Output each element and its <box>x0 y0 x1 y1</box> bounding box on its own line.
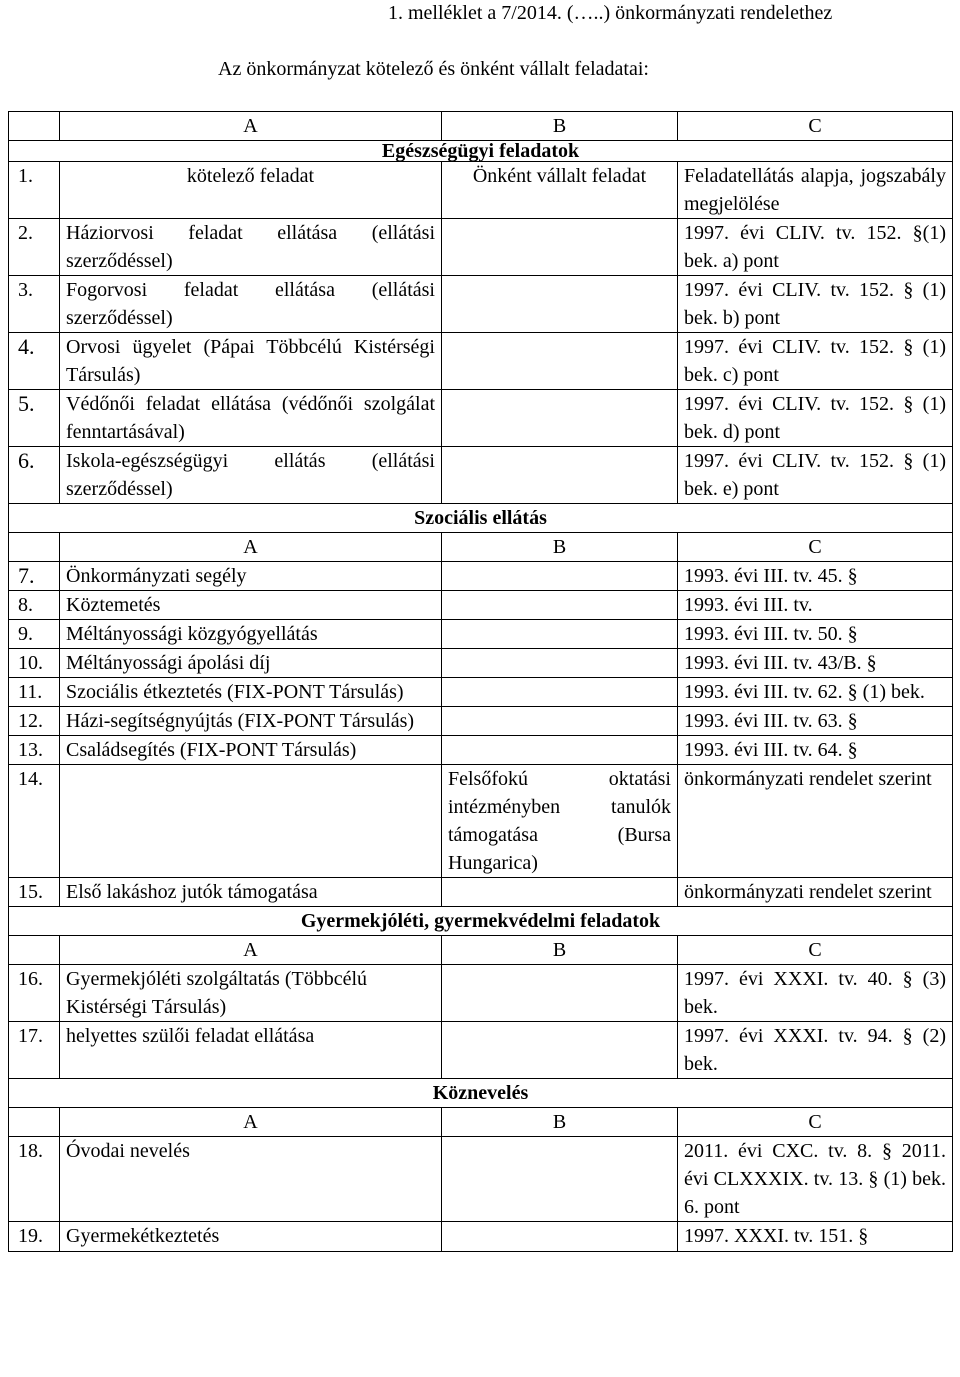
section-row <box>9 141 953 162</box>
row-number: 7. <box>9 562 60 591</box>
table-row <box>9 276 953 333</box>
cell-a: Háziorvosi feladat ellátása (ellátási szerződéssel) <box>60 219 442 276</box>
table-row <box>9 765 953 878</box>
column-header-a: A <box>60 936 442 965</box>
cell-b <box>442 591 678 620</box>
cell-c: 1993. évi III. tv. <box>678 591 953 620</box>
table-row <box>9 162 953 219</box>
cell-c: 1993. évi III. tv. 64. § <box>678 736 953 765</box>
row-number: 8. <box>9 591 60 620</box>
cell-b <box>442 620 678 649</box>
cell-c: 1997. évi CLIV. tv. 152. § (1) bek. e) pont <box>678 447 953 504</box>
table-row <box>9 447 953 504</box>
section-row <box>9 504 953 533</box>
cell-b <box>442 878 678 907</box>
cell-c: 1997. évi XXXI. tv. 94. § (2) bek. <box>678 1022 953 1079</box>
section-row <box>9 1079 953 1108</box>
cell-a: Méltányossági ápolási díj <box>60 649 442 678</box>
column-header-b: B <box>442 112 678 141</box>
table-caption: Az önkormányzat kötelező és önként vállalt feladatai: <box>218 58 649 80</box>
cell-c: 1997. évi CLIV. tv. 152. § (1) bek. b) pont <box>678 276 953 333</box>
cell-c: 1997. évi XXXI. tv. 40. § (3) bek. <box>678 965 953 1022</box>
row-number: 14. <box>9 765 60 878</box>
cell-c: 1997. XXXI. tv. 151. § <box>678 1222 953 1252</box>
section-row <box>9 907 953 936</box>
section-title-health: Egészségügyi feladatok <box>9 141 953 162</box>
tasks-table <box>8 111 953 1252</box>
row-number: 1. <box>9 162 60 219</box>
row-number: 10. <box>9 649 60 678</box>
cell-b: Önként vállalt feladat <box>442 162 678 219</box>
cell-b: Felsőfokú oktatási intézményben tanulók támogatása (Bursa Hungarica) <box>442 765 678 878</box>
column-header-c: C <box>678 533 953 562</box>
row-number: 4. <box>9 333 60 390</box>
cell-b <box>442 965 678 1022</box>
cell-b <box>442 678 678 707</box>
column-header-b: B <box>442 936 678 965</box>
annex-title: 1. melléklet a 7/2014. (…..) önkormányzati rendelethez <box>388 2 833 24</box>
cell-a: Fogorvosi feladat ellátása (ellátási szerződéssel) <box>60 276 442 333</box>
table-row <box>9 965 953 1022</box>
column-header-c: C <box>678 112 953 141</box>
table-row <box>9 649 953 678</box>
cell-c: Feladatellátás alapja, jogszabály megjelölése <box>678 162 953 219</box>
cell-b <box>442 276 678 333</box>
column-header-a: A <box>60 1108 442 1137</box>
cell-c: 1997. évi CLIV. tv. 152. § (1) bek. c) pont <box>678 333 953 390</box>
row-number: 6. <box>9 447 60 504</box>
cell-b <box>442 649 678 678</box>
empty-cell <box>9 112 60 141</box>
cell-b <box>442 707 678 736</box>
column-header-row <box>9 936 953 965</box>
cell-a: Orvosi ügyelet (Pápai Többcélú Kistérségi Társulás) <box>60 333 442 390</box>
row-number: 5. <box>9 390 60 447</box>
cell-c: 1993. évi III. tv. 62. § (1) bek. <box>678 678 953 707</box>
section-title-education: Köznevelés <box>9 1079 953 1108</box>
cell-c: 1993. évi III. tv. 43/B. § <box>678 649 953 678</box>
empty-cell <box>9 1108 60 1137</box>
cell-a: Házi-segítségnyújtás (FIX-PONT Társulás) <box>60 707 442 736</box>
table-row <box>9 1137 953 1222</box>
cell-a: Gyermekétkeztetés <box>60 1222 442 1252</box>
column-header-row <box>9 1108 953 1137</box>
cell-a: Családsegítés (FIX-PONT Társulás) <box>60 736 442 765</box>
cell-c: 1993. évi III. tv. 63. § <box>678 707 953 736</box>
table-row <box>9 591 953 620</box>
cell-b <box>442 390 678 447</box>
row-number: 11. <box>9 678 60 707</box>
cell-b <box>442 1137 678 1222</box>
cell-a: Méltányossági közgyógyellátás <box>60 620 442 649</box>
cell-a: Önkormányzati segély <box>60 562 442 591</box>
row-number: 9. <box>9 620 60 649</box>
row-number: 15. <box>9 878 60 907</box>
table-row <box>9 736 953 765</box>
table-row <box>9 878 953 907</box>
cell-a: Köztemetés <box>60 591 442 620</box>
table-row <box>9 1022 953 1079</box>
cell-b <box>442 219 678 276</box>
cell-c: 1993. évi III. tv. 50. § <box>678 620 953 649</box>
column-header-row <box>9 112 953 141</box>
column-header-a: A <box>60 533 442 562</box>
table-row <box>9 219 953 276</box>
cell-c: önkormányzati rendelet szerint <box>678 878 953 907</box>
cell-b <box>442 333 678 390</box>
row-number: 16. <box>9 965 60 1022</box>
row-number: 3. <box>9 276 60 333</box>
cell-a: Védőnői feladat ellátása (védőnői szolgálat fenntartásával) <box>60 390 442 447</box>
column-header-b: B <box>442 1108 678 1137</box>
cell-c: 2011. évi CXC. tv. 8. § 2011. évi CLXXXIX. tv. 13. § (1) bek. 6. pont <box>678 1137 953 1222</box>
column-header-c: C <box>678 1108 953 1137</box>
row-number: 19. <box>9 1222 60 1252</box>
empty-cell <box>9 936 60 965</box>
table-row <box>9 1222 953 1252</box>
cell-a: Iskola-egészségügyi ellátás (ellátási szerződéssel) <box>60 447 442 504</box>
table-row <box>9 707 953 736</box>
row-number: 18. <box>9 1137 60 1222</box>
table-row <box>9 562 953 591</box>
column-header-b: B <box>442 533 678 562</box>
column-header-a: A <box>60 112 442 141</box>
cell-a: Óvodai nevelés <box>60 1137 442 1222</box>
cell-c: 1997. évi CLIV. tv. 152. § (1) bek. d) pont <box>678 390 953 447</box>
table-row <box>9 390 953 447</box>
cell-b <box>442 736 678 765</box>
cell-c: önkormányzati rendelet szerint <box>678 765 953 878</box>
cell-b <box>442 1222 678 1252</box>
table-row <box>9 620 953 649</box>
cell-a: Első lakáshoz jutók támogatása <box>60 878 442 907</box>
cell-a: helyettes szülői feladat ellátása <box>60 1022 442 1079</box>
row-number: 12. <box>9 707 60 736</box>
table-row <box>9 333 953 390</box>
column-header-c: C <box>678 936 953 965</box>
column-header-row <box>9 533 953 562</box>
table-row <box>9 678 953 707</box>
cell-c: 1993. évi III. tv. 45. § <box>678 562 953 591</box>
cell-b <box>442 447 678 504</box>
empty-cell <box>9 533 60 562</box>
cell-a: kötelező feladat <box>60 162 442 219</box>
row-number: 13. <box>9 736 60 765</box>
row-number: 17. <box>9 1022 60 1079</box>
row-number: 2. <box>9 219 60 276</box>
section-title-child-welfare: Gyermekjóléti, gyermekvédelmi feladatok <box>9 907 953 936</box>
cell-c: 1997. évi CLIV. tv. 152. §(1) bek. a) pont <box>678 219 953 276</box>
section-title-social: Szociális ellátás <box>9 504 953 533</box>
cell-a: Gyermekjóléti szolgáltatás (Többcélú Kistérségi Társulás) <box>60 965 442 1022</box>
cell-b <box>442 1022 678 1079</box>
cell-a <box>60 765 442 878</box>
cell-b <box>442 562 678 591</box>
cell-a: Szociális étkeztetés (FIX-PONT Társulás) <box>60 678 442 707</box>
